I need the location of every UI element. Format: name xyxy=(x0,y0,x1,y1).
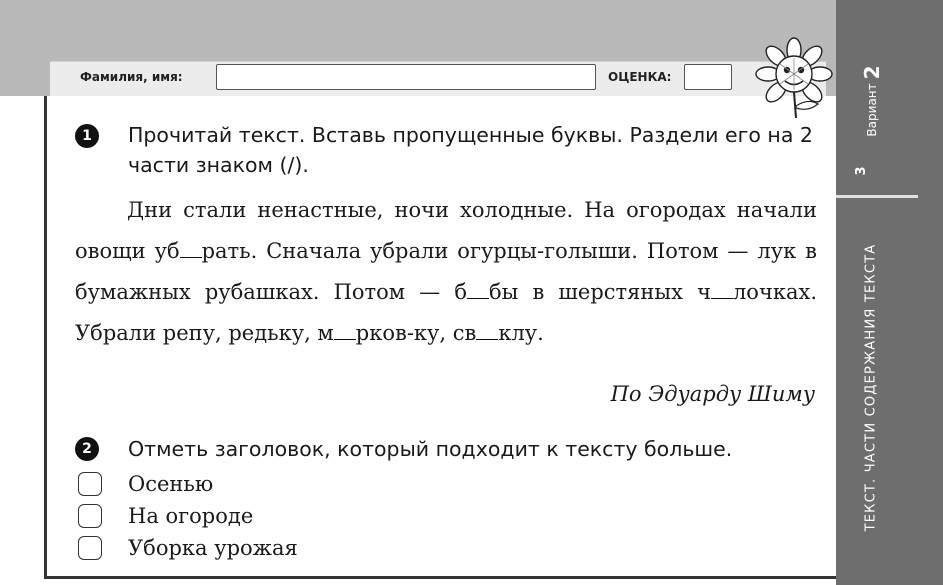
page-number: 3 xyxy=(853,166,869,176)
text-part: клу. xyxy=(498,321,544,345)
sunflower-icon xyxy=(752,36,836,120)
text-part: бы в шерстяных ч xyxy=(489,280,711,304)
variant-number: 2 xyxy=(860,65,884,80)
blank[interactable] xyxy=(334,338,356,340)
text-part: рать. Сначала убрали огурцы-голыши. Потом — лук в бумажных рубашках. Потом — б xyxy=(75,239,817,304)
blank[interactable] xyxy=(180,256,202,258)
author-credit: По Эдуарду Шиму xyxy=(610,382,815,406)
blank[interactable] xyxy=(476,338,498,340)
text-part: рков-ку, св xyxy=(355,321,477,345)
variant-badge xyxy=(832,56,912,146)
task-1-number: 1 xyxy=(75,124,99,148)
variant-label: Вариант xyxy=(865,83,879,137)
text-part: Дни стали ненастные, ночи холодные. На огородах начали овощи уб xyxy=(75,198,817,263)
option-row[interactable] xyxy=(78,534,298,562)
text-part: лочках. Убрали репу, редьку, м xyxy=(75,280,817,345)
blank[interactable] xyxy=(467,297,489,299)
option-label: Уборка урожая xyxy=(128,536,298,560)
grade-label: ОЦЕНКА: xyxy=(608,70,672,84)
option-label: Осенью xyxy=(128,472,214,496)
name-field[interactable] xyxy=(216,64,596,90)
left-rule xyxy=(44,96,47,578)
reading-text xyxy=(75,190,817,354)
bottom-rule xyxy=(44,576,836,579)
option-checkbox[interactable] xyxy=(78,536,102,560)
name-label: Фамилия, имя: xyxy=(80,70,183,84)
task-2-instruction: Отметь заголовок, который подходит к тексту больше. xyxy=(128,437,733,461)
blank[interactable] xyxy=(711,297,733,299)
option-checkbox[interactable] xyxy=(78,504,102,528)
option-row[interactable] xyxy=(78,470,213,498)
grade-field[interactable] xyxy=(684,64,732,90)
option-row[interactable] xyxy=(78,502,253,530)
sidebar-divider xyxy=(836,195,918,198)
option-checkbox[interactable] xyxy=(78,472,102,496)
option-label: На огороде xyxy=(128,504,254,528)
topic-box xyxy=(836,205,906,575)
topic-title: ТЕКСТ. ЧАСТИ СОДЕРЖАНИЯ ТЕКСТА xyxy=(863,243,879,532)
task-1-instruction: Прочитай текст. Вставь пропущенные буквы. Раздели его на 2 части знаком (/). xyxy=(128,123,813,177)
task-2-number: 2 xyxy=(75,437,99,461)
